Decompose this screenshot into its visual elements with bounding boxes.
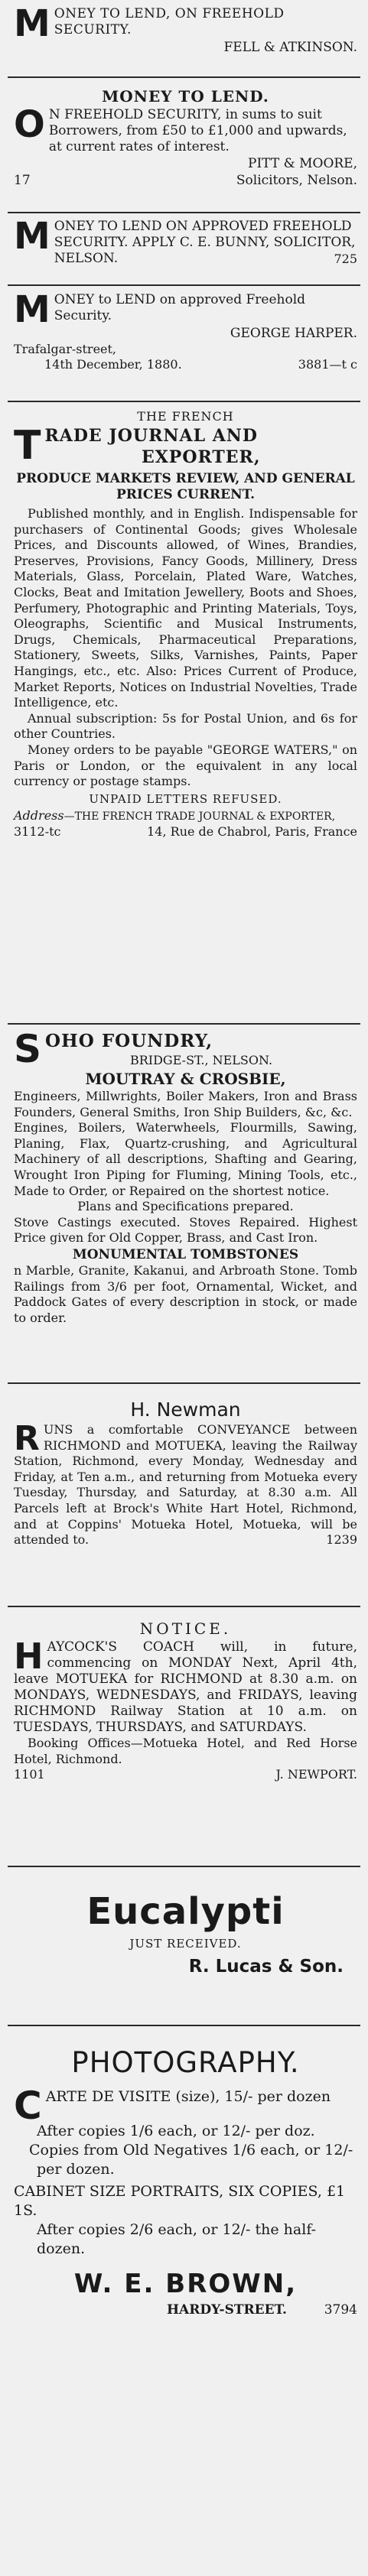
ad-body: ONEY TO LEND ON APPROVED FREEHOLD SECURITY. APPLY C. E. BUNNY, SOLICITOR, NELSON. <box>54 219 356 266</box>
drop-cap: C <box>14 2084 42 2128</box>
ad-ref-number: 3881—t c <box>298 357 357 372</box>
column-rule <box>8 401 360 402</box>
ad-signature: J. NEWPORT. <box>275 1767 357 1782</box>
ad-heading: MONEY TO LEND. <box>102 87 269 106</box>
drop-cap: S <box>14 1027 42 1071</box>
ad-booking-offices: Booking Offices—Motueka Hotel, and Red Horse Hotel, Richmond. <box>14 1736 357 1766</box>
ad-cabinet: CABINET SIZE PORTRAITS, SIX COPIES, £1 1S. <box>14 2183 346 2219</box>
ad-stove-castings: Stove Castings executed. Stoves Repaired. Highest Price given for Old Copper, Brass, and Cast Iron. <box>14 1214 357 1246</box>
ad-pitt-moore <box>0 86 368 189</box>
ad-heading: H. Newman <box>130 1398 241 1421</box>
ad-firm: MOUTRAY & CROSBIE, <box>85 1070 286 1088</box>
ad-address: —THE FRENCH TRADE JOURNAL & EXPORTER, <box>64 810 336 823</box>
ad-old-negatives: Copies from Old Negatives 1/6 each, or 12/- per dozen. <box>29 2142 353 2178</box>
ad-street: 14, Rue de Chabrol, Paris, France <box>147 824 357 840</box>
column-rule <box>8 1023 360 1025</box>
ad-fell-atkinson <box>0 2 368 56</box>
ad-ref-number: 17 <box>14 173 31 188</box>
column-rule <box>8 76 360 78</box>
ad-tombstones: n Marble, Granite, Kakanui, and Arbroath Stone. Tomb Railings from 3/6 per foot, Ornamental, Wicket, and Paddock Gates of every description in stock, or made to order. <box>14 1262 357 1325</box>
ad-firm: R. Lucas & Son. <box>188 1957 344 1977</box>
ad-cabinet-after: After copies 2/6 each, or 12/- the half-dozen. <box>37 2221 317 2257</box>
ad-money-orders: Money orders to be payable "GEORGE WATERS," on Paris or London, or the equivalent in any local currency or postage stamps. <box>14 742 357 789</box>
ad-heading-second-line: EXPORTER, <box>141 447 261 467</box>
ad-name: W. E. BROWN, <box>73 2269 298 2299</box>
drop-cap: M <box>14 215 50 258</box>
ad-kicker: THE FRENCH <box>137 409 234 424</box>
ad-date: 14th December, 1880. <box>44 357 182 372</box>
ad-subheading: PRODUCE MARKETS REVIEW, AND GENERAL PRICES CURRENT. <box>16 471 355 502</box>
column-rule <box>8 1382 360 1384</box>
ad-products: Engines, Boilers, Waterwheels, Flourmills, Sawing, Planing, Flax, Quartz-crushing, and Agricultural Machinery of all descriptions, Shafting and Gearing, Wrought Iron Piping for Fluming, Mining Tools, etc., Made to Order, or Repaired on the shortest notice. <box>14 1120 357 1198</box>
ad-french-trade-journal <box>0 408 368 840</box>
ad-harper <box>0 288 368 372</box>
ad-heading: RADE JOURNAL AND <box>44 426 258 446</box>
column-rule <box>8 1606 360 1607</box>
drop-cap: O <box>14 103 45 146</box>
ad-photography <box>0 2045 368 2318</box>
drop-cap: M <box>14 288 50 331</box>
ad-heading: PHOTOGRAPHY. <box>71 2046 300 2079</box>
ad-signature: GEORGE HARPER. <box>230 326 357 342</box>
column-rule <box>8 212 360 213</box>
ad-ref-number: 3112-tc <box>14 824 61 840</box>
drop-cap: H <box>14 1636 44 1677</box>
ad-signature: FELL & ATKINSON. <box>223 40 357 56</box>
ad-plans: Plans and Specifications prepared. <box>77 1199 294 1214</box>
ad-bunny <box>0 215 368 267</box>
column-rule <box>8 1866 360 1867</box>
ad-h-newman <box>0 1398 368 1548</box>
drop-cap: R <box>14 1419 40 1458</box>
ad-tombstones-heading: MONUMENTAL TOMBSTONES <box>72 1246 299 1262</box>
ad-title: Solicitors, Nelson. <box>236 173 357 188</box>
ad-body: ONEY TO LEND, ON FREEHOLD SECURITY. <box>54 6 285 37</box>
ad-ref-number: 1239 <box>326 1532 357 1548</box>
ad-trades: Engineers, Millwrights, Boiler Makers, Iron and Brass Founders, General Smiths, Iron Ship Builders, &c, &c. <box>14 1089 357 1119</box>
ad-body: ONEY to LEND on approved Freehold Security. <box>54 292 306 323</box>
ad-after-copies: After copies 1/6 each, or 12/- per doz. <box>37 2123 315 2139</box>
ad-address: HARDY-STREET. <box>167 2302 287 2318</box>
ad-subscription: Annual subscription: 5s for Postal Union, and 6s for other Countries. <box>14 710 357 742</box>
ad-heading: NOTICE. <box>139 1619 232 1638</box>
ad-ref-number: 3794 <box>324 2302 357 2318</box>
ad-heading: Eucalypti <box>86 1890 285 1933</box>
ad-eucalypti <box>0 1889 368 1980</box>
ad-location: BRIDGE-ST., NELSON. <box>129 1053 273 1067</box>
ad-body: AYCOCK'S COACH will, in future, commencing on MONDAY Next, April 4th, leave MOTUEKA for RICHMOND at 8.30 a.m. on MONDAYS, WEDNESDAYS, and FRIDAYS, leaving RICHMOND Railway Station at 10 a.m. on TUESDAYS, THURSDAYS, and SATURDAYS. <box>14 1639 357 1735</box>
ad-body: N FREEHOLD SECURITY, in sums to suit Borrowers, from £50 to £1,000 and upwards, at current rates of interest. <box>48 107 347 154</box>
ad-address: Trafalgar-street, <box>14 342 117 357</box>
drop-cap: T <box>14 423 41 469</box>
ad-ref-number: 725 <box>334 252 357 266</box>
ad-haycocks-coach <box>0 1618 368 1783</box>
drop-cap: M <box>14 2 50 45</box>
ad-signature: PITT & MOORE, <box>248 156 357 171</box>
ad-just-received: JUST RECEIVED. <box>129 1937 242 1951</box>
ad-notice: UNPAID LETTERS REFUSED. <box>89 791 282 806</box>
ad-body: Published monthly, and in English. Indispensable for purchasers of Continental Goods; gives Wholesale Prices, and Discounts allowed, of Wines, Brandies, Preserves, Provisions, Fancy Goods, Millinery, Dress Materials, Glass, Porcelain, Plated Ware, Watches, Clocks, Beat and Imitation Jewellery, Boots and Shoes, Perfumery, Photographic and Printing Materials, Toys, Oleographs, Scientific and Musical Instruments, Drugs, Chemicals, Pharmaceutical Preparations, Stationery, Sweets, Silks, Varnishes, Paints, Paper Hangings, etc., etc. Also: Prices Current of Produce, Market Reports, Notices on Industrial Novelties, Trade Intelligence, etc. <box>14 506 357 710</box>
column-rule <box>8 2025 360 2026</box>
ad-soho-foundry <box>0 1027 368 1326</box>
column-rule <box>8 284 360 286</box>
ad-ref-number: 1101 <box>14 1767 45 1782</box>
ad-heading: OHO FOUNDRY, <box>45 1031 213 1051</box>
ad-carte: ARTE DE VISITE (size), 15/- per dozen <box>45 2088 331 2105</box>
ad-body: UNS a comfortable CONVEYANCE between RICHMOND and MOTUEKA, leaving the Railway Station, Richmond, every Monday, Wednesday and Friday, at Ten a.m., and returning from Motueka every Tuesday, Thursday, and Saturday, at 8.30 a.m. All Parcels left at Brock's White Hart Hotel, Richmond, and at Coppins' Motueka Hotel, Motueka, will be attended to. <box>14 1422 357 1548</box>
ad-address-label: Address <box>14 807 64 823</box>
